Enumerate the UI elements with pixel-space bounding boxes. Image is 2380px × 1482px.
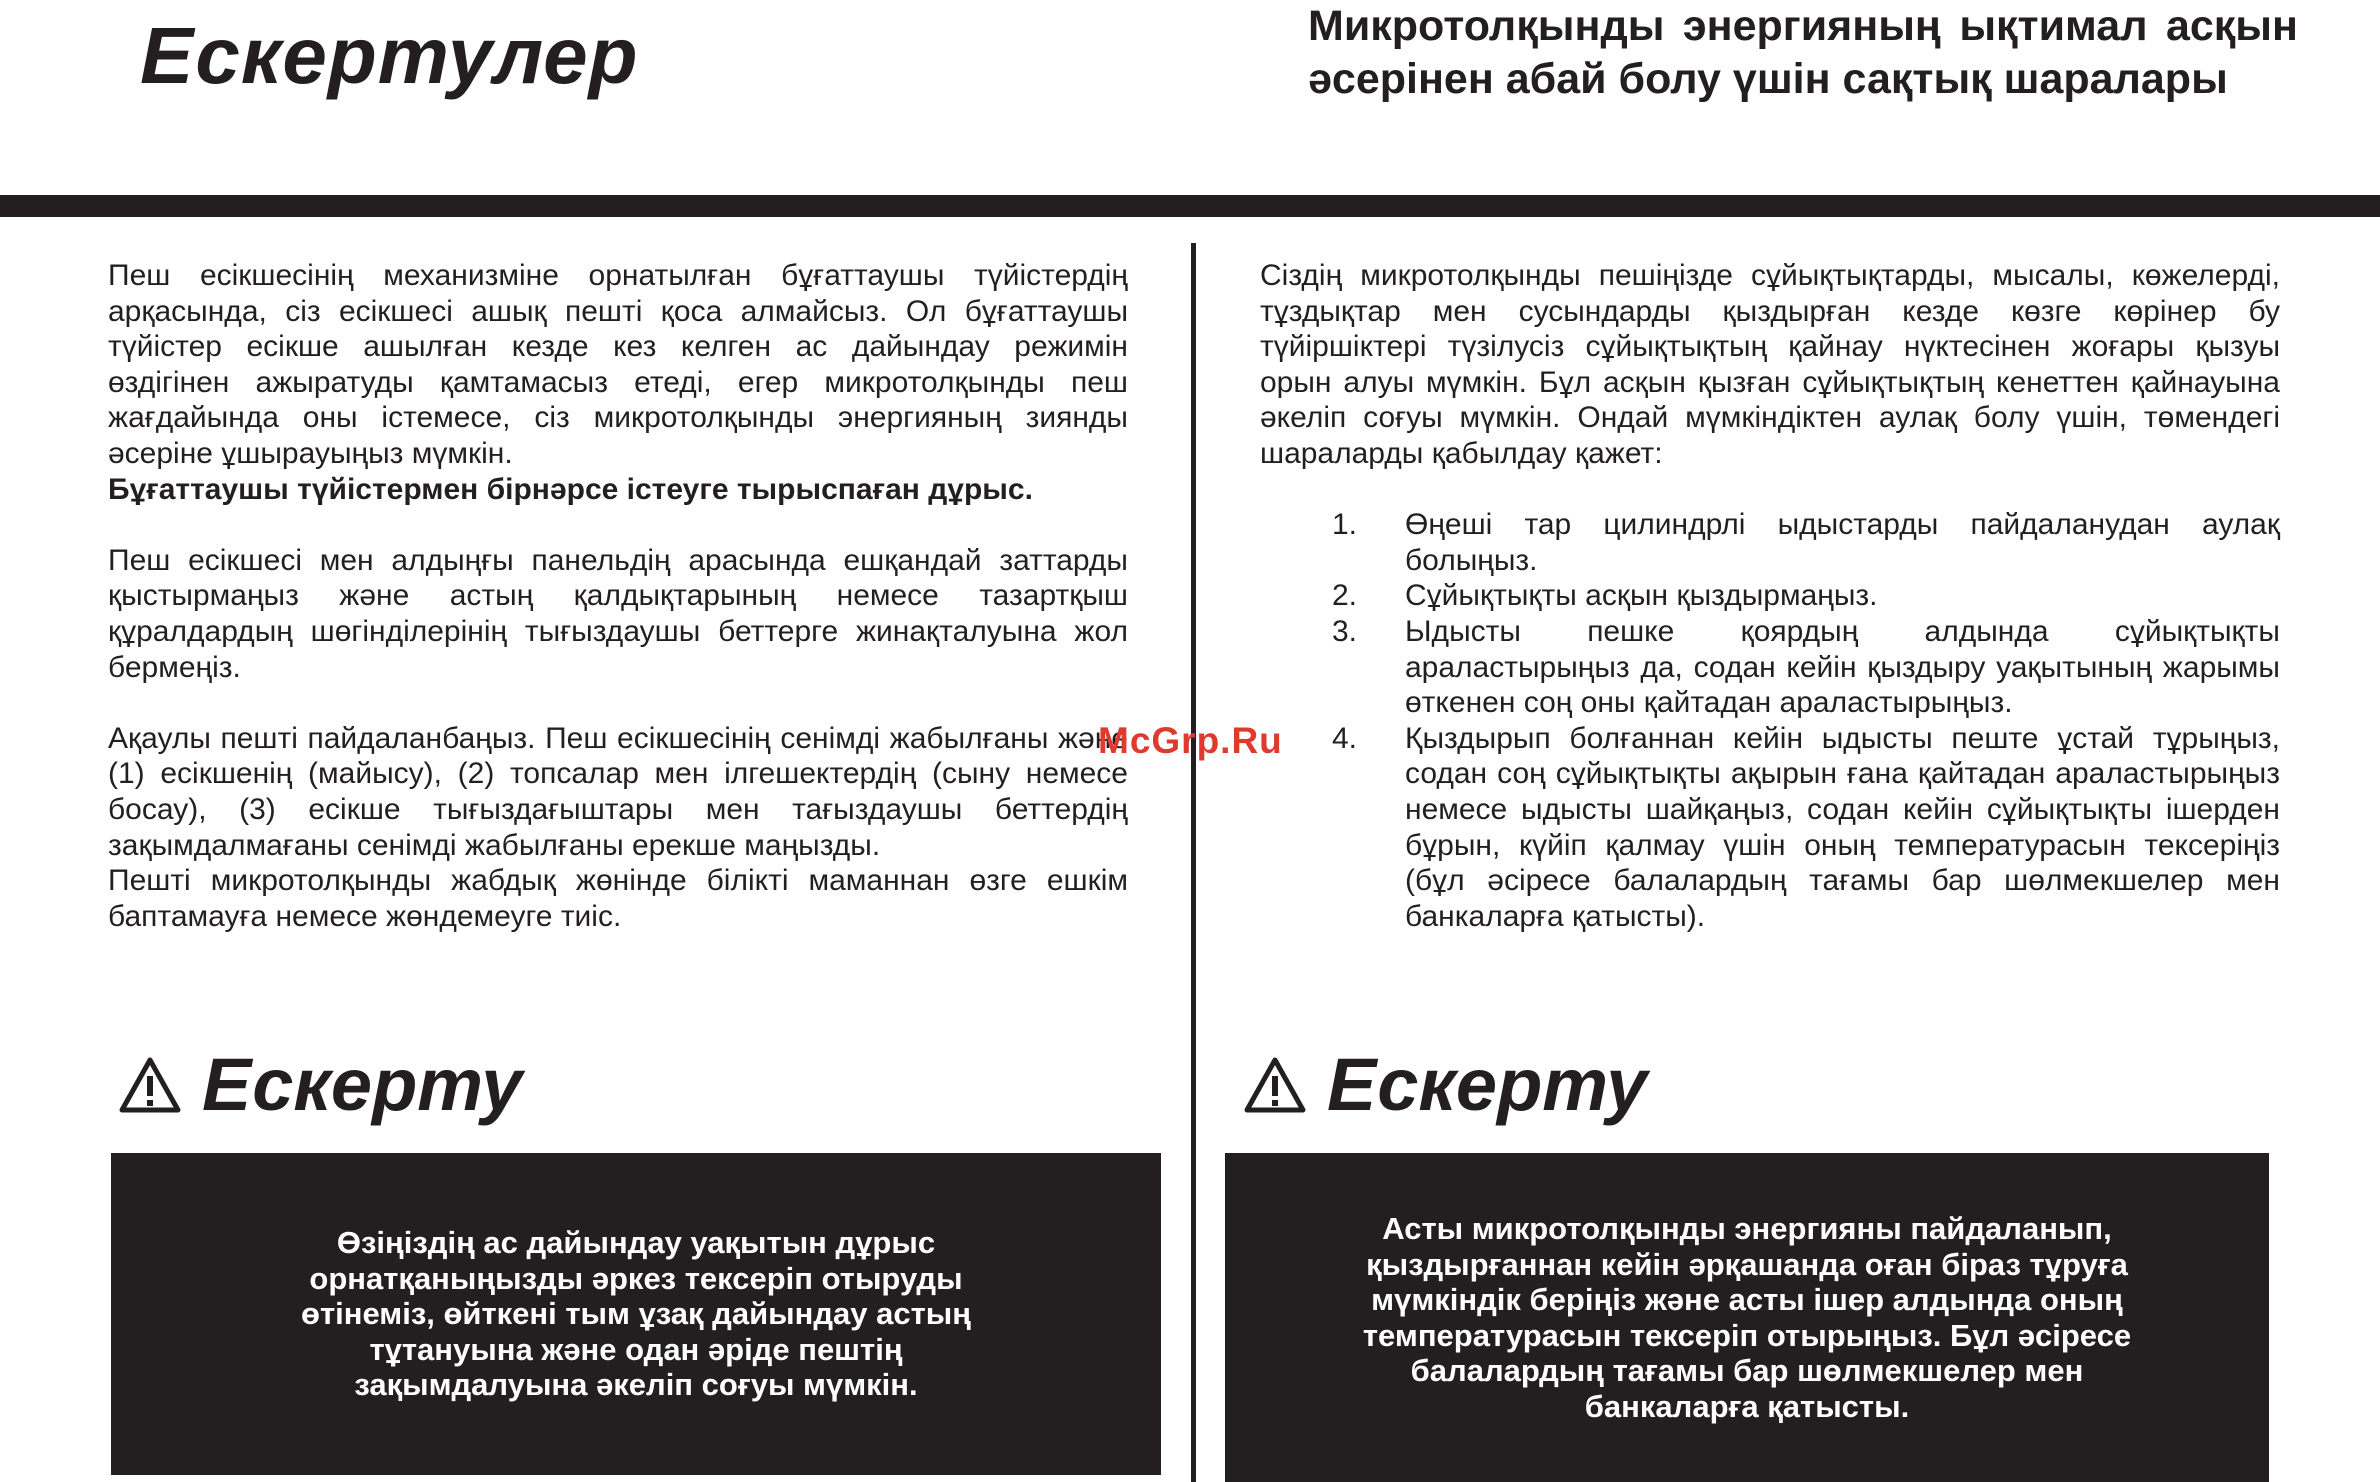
paragraph-interlock: Пеш есікшесінің механизміне орнатылған бұғаттаушы түйістердің арқасында, сіз есікшесі ашық пешті қоса алмайсыз. Ол бұғаттаушы түйістер есікше ашылған кезде кез келген ас дайындау режимін өздігінен ажыратуды қамтамасыз етеді, егер микротолқынды пеш жағдайында оны істемесе, сіз микротолқынды энергияның зиянды әсеріне ұшырауыңыз мүмкін.	[108, 259, 1128, 470]
section-heading: Микротолқынды энергияның ықтимал асқын әсерінен абай болу үшін сақтық шаралары	[1308, 2, 2298, 103]
warning-heading-right	[1243, 1040, 1647, 1130]
list-number: 4.	[1332, 721, 1358, 755]
paragraph-door-seal: Пеш есікшесі мен алдыңғы панельдің арасында ешқандай заттарды қыстырмаңыз және астың қалдықтарының немесе тазартқыш құралдардың шөгінділерінің тығыздаушы беттерге жинақталуына жол бермеңіз.	[108, 543, 1128, 684]
warning-box-text: Асты микротолқынды энергияны пайдаланып, қыздырғаннан кейін әрқашанда оған біраз тұруға мүмкіндік беріңіз және асты ішер алдында оның температурасын тексеріп отырыңыз. Бұл әсіресе балалардың тағамы бар шөлмекшелер мен банкаларға қатысты.	[1362, 1211, 2132, 1424]
right-column	[1260, 258, 2280, 934]
list-text: Өңеші тар цилиндрлі ыдыстарды пайдаланудан аулақ болыңыз.	[1405, 508, 2280, 577]
list-number: 3.	[1332, 614, 1358, 648]
list-number: 2.	[1332, 579, 1358, 613]
watermark: McGrp.Ru	[1098, 720, 1283, 761]
precaution-list	[1260, 507, 2280, 934]
list-item	[1260, 578, 2280, 614]
warning-box-right	[1225, 1153, 2269, 1482]
paragraph-interlock-warning: Бұғаттаушы түйістермен бірнәрсе істеуге тырыспаған дұрыс.	[108, 472, 1033, 506]
list-number: 1.	[1332, 508, 1358, 542]
list-text: Қыздырып болғаннан кейін ыдысты пеште ұстай тұрыңыз, содан соң сұйықтықты ақырын ғана қайтадан араластырыңыз немесе ыдысты шайқаңыз, содан кейін сұйықтықты ішерден бұрын, күйіп қалмау үшін оның температурасын тексеріңіз (бұл әсіресе балалардың тағамы бар шөлмекшелер мен банкаларға қатысты).	[1405, 721, 2280, 933]
list-text: Сұйықтықты асқын қыздырмаңыз.	[1405, 579, 1878, 613]
page-title: Ескертулер	[140, 11, 639, 100]
warning-box-text: Өзіңіздің ас дайындау уақытын дұрыс орнатқаныңызды әркез тексеріп отыруды өтінеміз, өйткені тым ұзақ дайындау астың тұтануына және одан әріде пештің зақымдалуына әкеліп соғуы мүмкін.	[301, 1225, 971, 1403]
top-divider	[0, 195, 2380, 217]
list-item	[1260, 721, 2280, 935]
column-divider	[1191, 243, 1196, 1482]
warning-title: Ескерту	[202, 1043, 523, 1126]
list-item	[1260, 614, 2280, 721]
paragraph-damaged-oven: Ақаулы пешті пайдаланбаңыз. Пеш есікшесінің сенімді жабылғаны және (1) есікшенің (майысу), (2) топсалар мен ілгешектердің (сыну немесе босау), (3) есікше тығыздағыштары мен тағыздаушы беттердің зақымдалмағаны сенімді жабылғаны ерекше маңызды.	[108, 721, 1128, 862]
left-column	[108, 258, 1128, 934]
paragraph-superheating: Сіздің микротолқынды пешіңізде сұйықтықтарды, мысалы, көжелерді, тұздықтар мен сусындарды қыздырған кезде көзге көрінер бу түйіршіктері түзілусіз сұйықтықтың қайнау нүктесінен жоғары қызуы орын алуы мүмкін. Бұл асқын қызған сұйықтықтың кенеттен қайнауына әкеліп соғуы мүмкін. Ондай мүмкіндіктен аулақ болу үшін, төмендегі шараларды қабылдау қажет:	[1260, 259, 2280, 470]
warning-triangle-icon	[118, 1056, 182, 1114]
paragraph-service: Пешті микротолқынды жабдық жөнінде білікті маманнан өзге ешкім баптамауға немесе жөндемеуге тиіс.	[108, 864, 1128, 933]
warning-triangle-icon	[1243, 1056, 1307, 1114]
list-item	[1260, 507, 2280, 578]
list-text: Ыдысты пешке қоярдың алдында сұйықтықты араластырыңыз да, содан кейін қыздыру уақытының жарымы өткенен соң оны қайтадан араластырыңыз.	[1405, 614, 2280, 720]
warning-title: Ескерту	[1327, 1043, 1648, 1126]
warning-heading-left	[118, 1040, 522, 1130]
warning-box-left	[111, 1153, 1161, 1475]
